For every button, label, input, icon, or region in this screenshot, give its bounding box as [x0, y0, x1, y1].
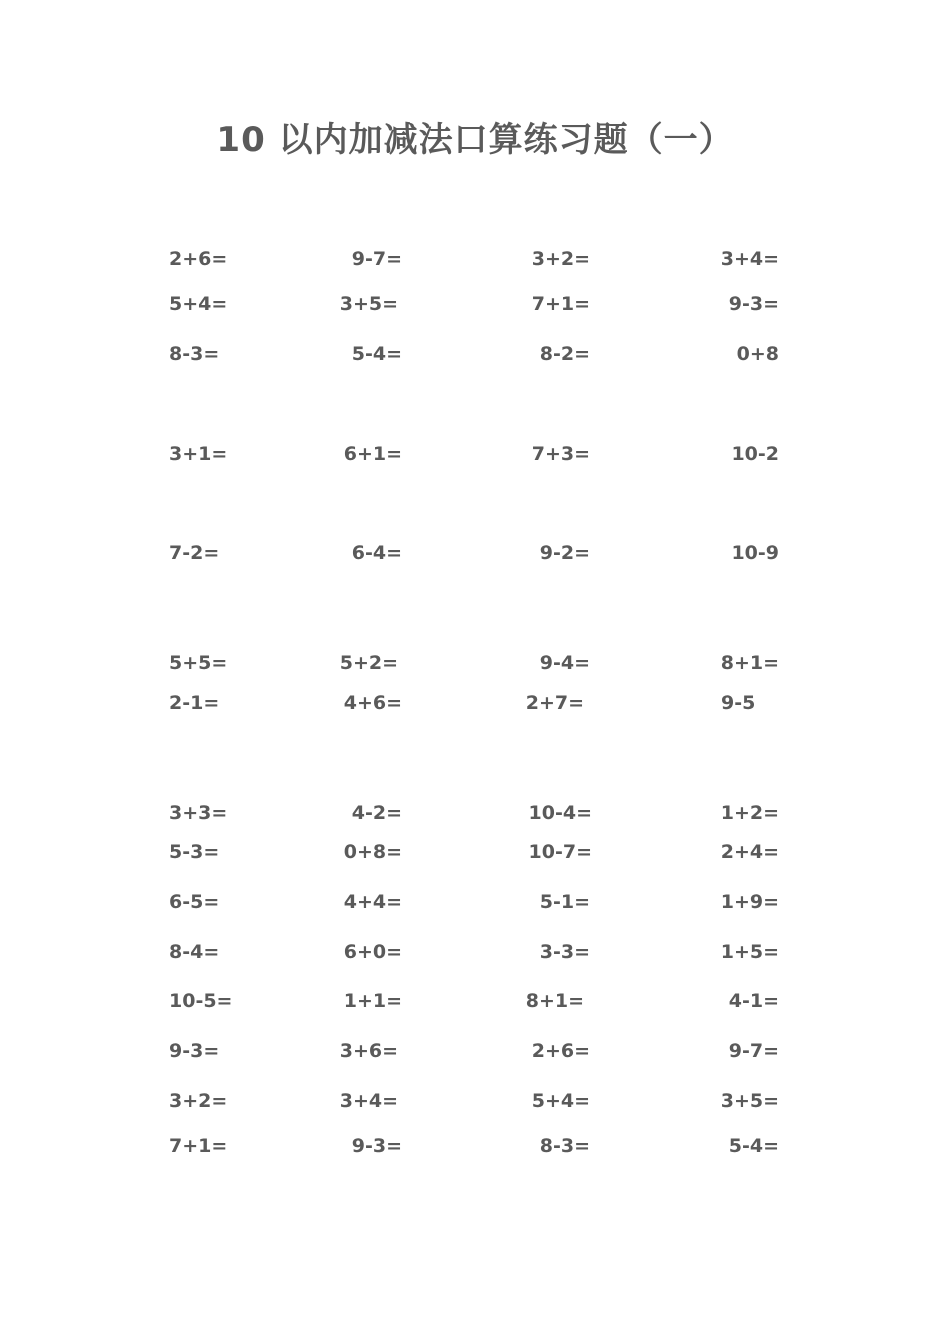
math-problem: 8-2=: [539, 343, 590, 365]
math-problem: 3+6=: [339, 1040, 398, 1062]
math-problem: 5-3=: [169, 841, 220, 863]
math-problem: 7+1=: [531, 293, 590, 315]
math-problem: 4+6=: [343, 692, 402, 714]
problem-row: [0, 939, 950, 965]
math-problem: 10-7=: [528, 841, 592, 863]
problem-row: [0, 839, 950, 865]
problem-row: [0, 889, 950, 915]
math-problem: 10-5=: [169, 990, 233, 1012]
math-problem: 8+1=: [720, 652, 779, 674]
problem-row: [0, 800, 950, 826]
math-problem: 9-3=: [169, 1040, 220, 1062]
math-problem: 9-7=: [351, 248, 402, 270]
math-problem: 5+5=: [169, 652, 228, 674]
math-problem: 3+5=: [720, 1090, 779, 1112]
math-problem: 2+7=: [525, 692, 584, 714]
math-problem: 5+2=: [339, 652, 398, 674]
math-problem: 2+4=: [720, 841, 779, 863]
math-problem: 3-3=: [539, 941, 590, 963]
math-problem: 7+1=: [169, 1135, 228, 1157]
math-problem: 0+8=: [343, 841, 402, 863]
math-problem: 9-3=: [728, 293, 779, 315]
math-problem: 2-1=: [169, 692, 220, 714]
math-problem: 6+1=: [343, 443, 402, 465]
math-problem: 4-1=: [728, 990, 779, 1012]
math-problem: 3+1=: [169, 443, 228, 465]
math-problem: 3+2=: [531, 248, 590, 270]
math-problem: 10-2: [731, 443, 779, 465]
math-problem: 5-4=: [351, 343, 402, 365]
math-problem: 8-4=: [169, 941, 220, 963]
math-problem: 9-4=: [539, 652, 590, 674]
math-problem: 9-3=: [351, 1135, 402, 1157]
math-problem: 7+3=: [531, 443, 590, 465]
problem-row: [0, 690, 950, 716]
problem-row: [0, 1133, 950, 1159]
math-problem: 7-2=: [169, 542, 220, 564]
math-problem: 9-7=: [728, 1040, 779, 1062]
math-problem: 8-3=: [169, 343, 220, 365]
math-problem: 5-1=: [539, 891, 590, 913]
math-problem: 6+0=: [343, 941, 402, 963]
math-problem: 4-2=: [351, 802, 402, 824]
problem-row: [0, 650, 950, 676]
math-problem: 3+4=: [339, 1090, 398, 1112]
problem-row: [0, 291, 950, 317]
math-problem: 2+6=: [169, 248, 228, 270]
problem-row: [0, 988, 950, 1014]
math-problem: 1+9=: [720, 891, 779, 913]
math-problem: 9-2=: [539, 542, 590, 564]
math-problem: 4+4=: [343, 891, 402, 913]
problem-row: [0, 341, 950, 367]
math-problem: 0+8: [736, 343, 779, 365]
math-problem: 1+1=: [343, 990, 402, 1012]
math-problem: 5+4=: [531, 1090, 590, 1112]
math-problem: 6-4=: [351, 542, 402, 564]
problem-row: [0, 1088, 950, 1114]
math-problem: 3+4=: [720, 248, 779, 270]
problem-row: [0, 1038, 950, 1064]
math-problem: 2+6=: [531, 1040, 590, 1062]
problem-row: [0, 441, 950, 467]
math-problem: 1+5=: [720, 941, 779, 963]
math-problem: 3+2=: [169, 1090, 228, 1112]
math-problem: 8-3=: [539, 1135, 590, 1157]
math-problem: 3+3=: [169, 802, 228, 824]
math-problem: 8+1=: [525, 990, 584, 1012]
math-problem: 3+5=: [339, 293, 398, 315]
page-title: 10 以内加减法口算练习题（一）: [216, 120, 734, 160]
problem-row: [0, 246, 950, 272]
math-problem: 5-4=: [728, 1135, 779, 1157]
math-problem: 9-5: [721, 692, 756, 714]
math-problem: 1+2=: [720, 802, 779, 824]
math-problem: 10-9: [731, 542, 779, 564]
math-problem: 5+4=: [169, 293, 228, 315]
problem-row: [0, 540, 950, 566]
math-problem: 10-4=: [528, 802, 592, 824]
math-problem: 6-5=: [169, 891, 220, 913]
